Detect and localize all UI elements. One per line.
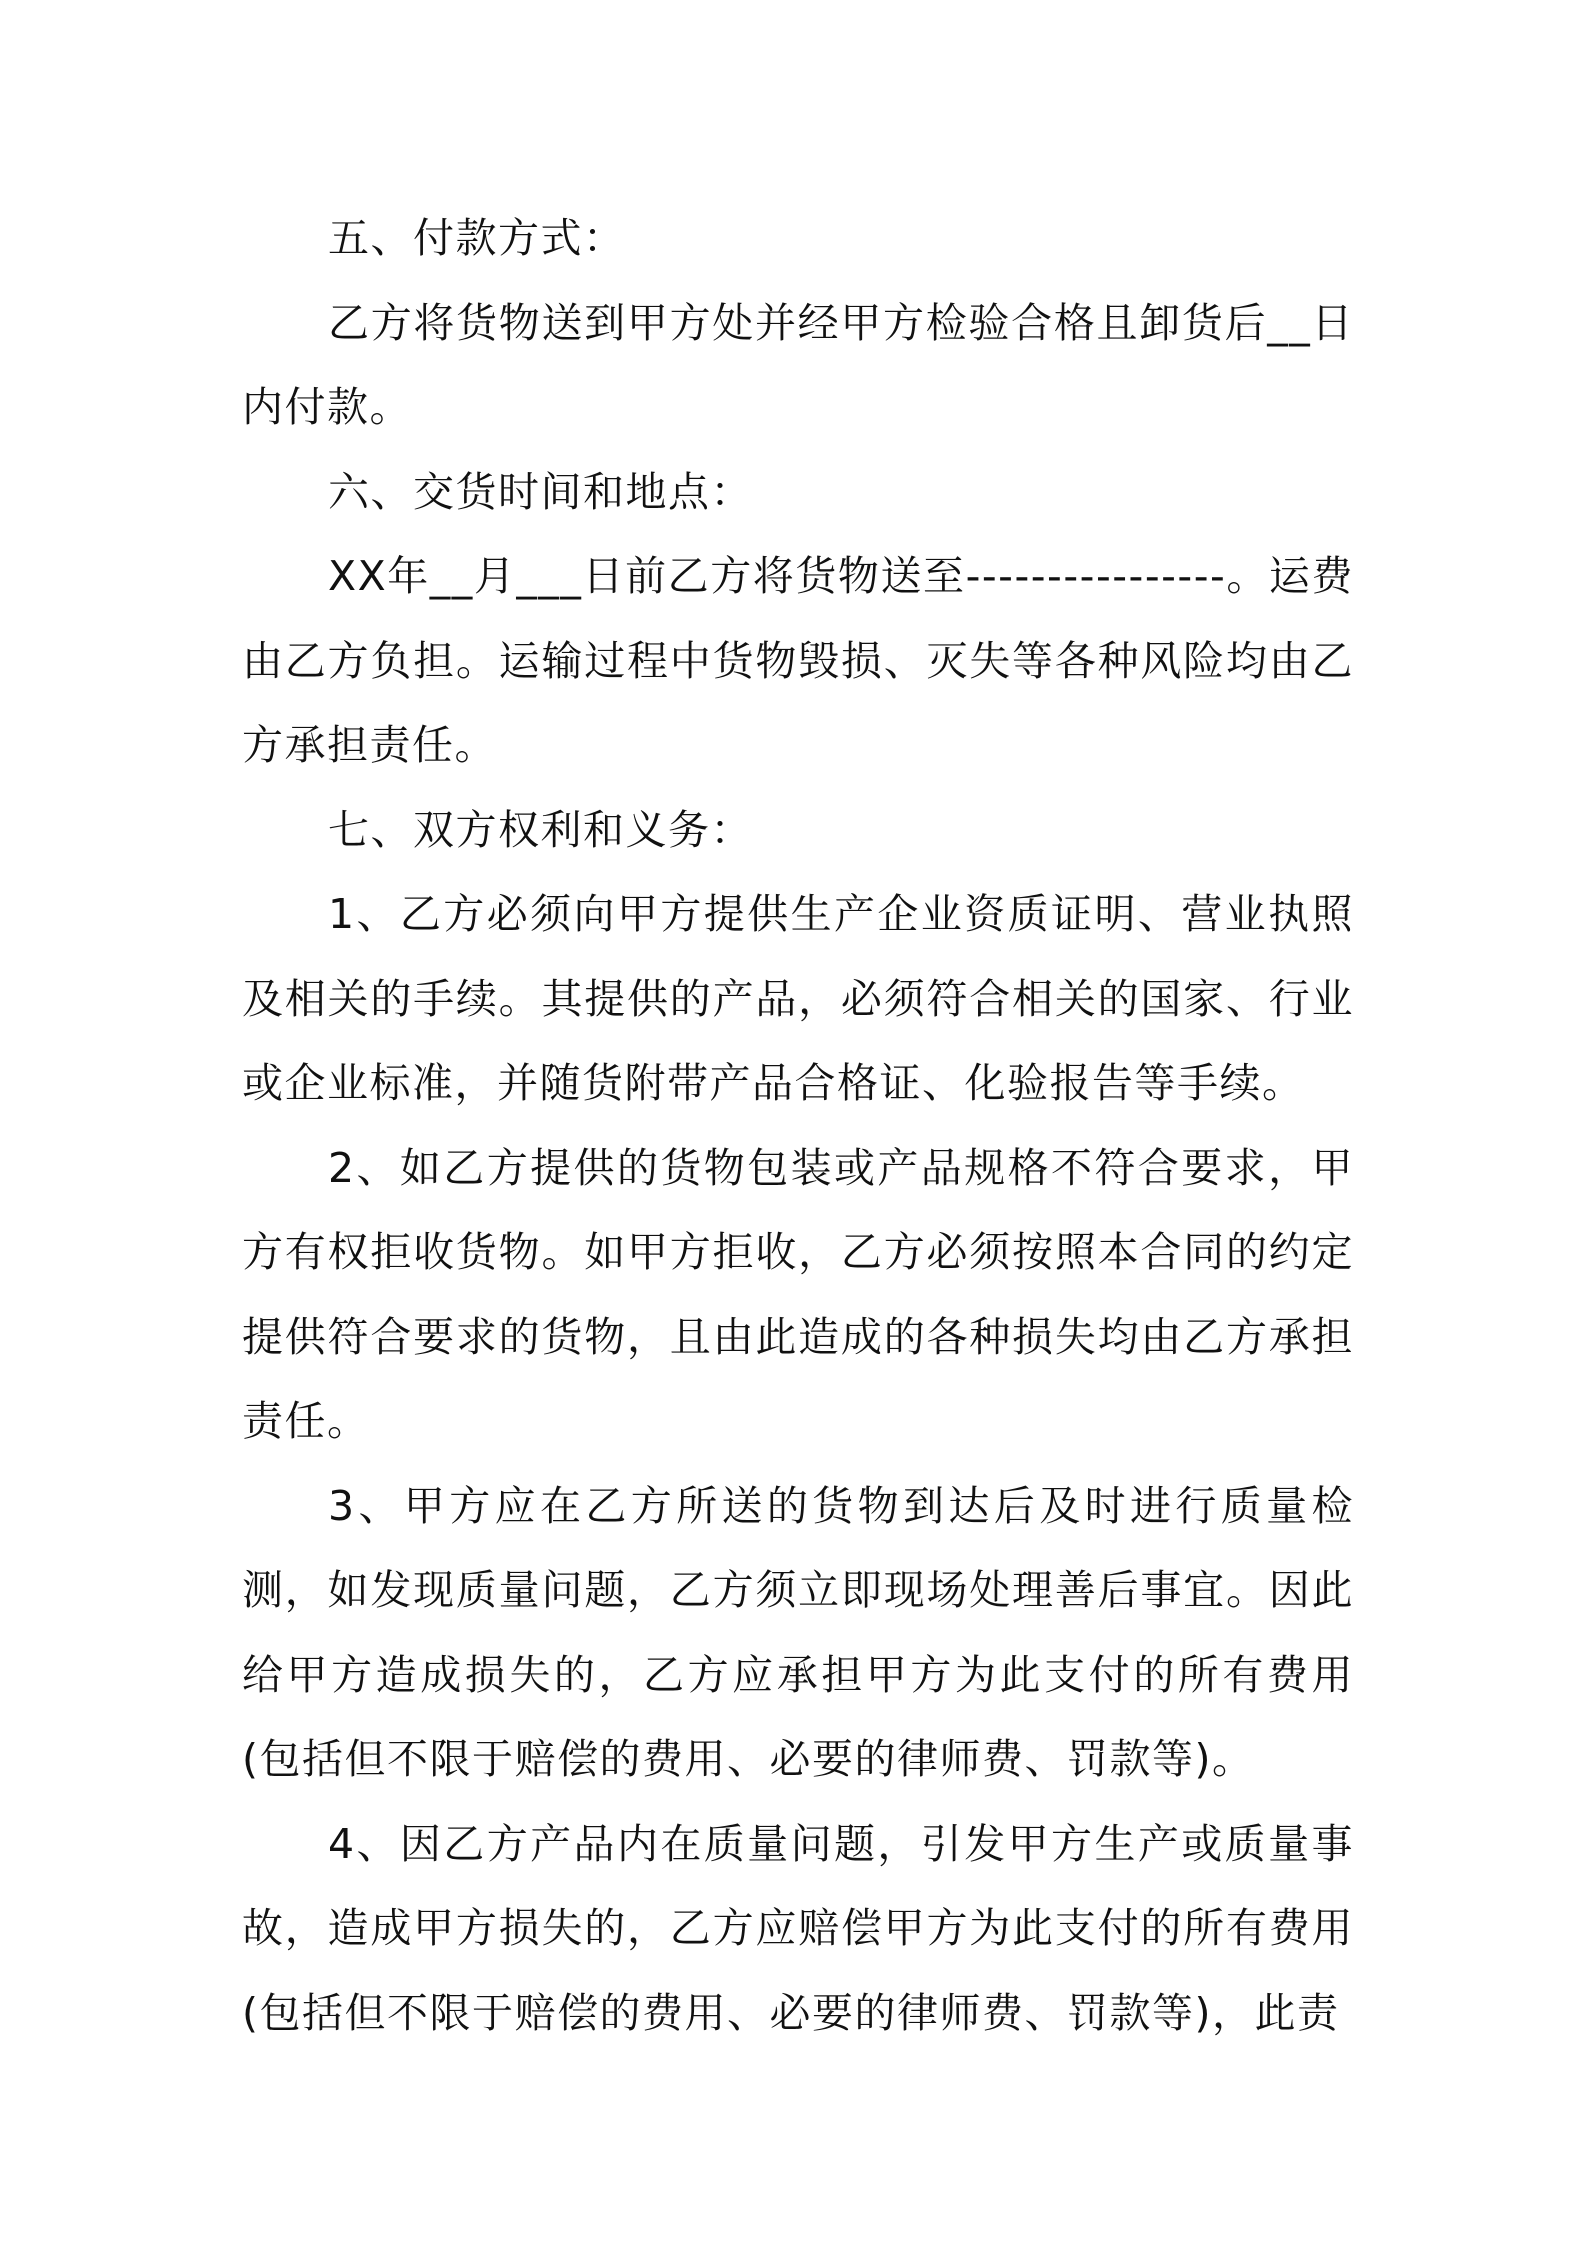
document-page	[242, 196, 1354, 2055]
section-heading-delivery-time-place: 六、交货时间和地点：	[328, 467, 753, 516]
payment-terms-paragraph: 乙方将货物送到甲方处并经甲方检验合格且卸货后__日内付款。	[242, 298, 1354, 431]
section-heading-rights-obligations: 七、双方权利和义务：	[328, 805, 753, 854]
section-heading-payment-method: 五、付款方式：	[328, 214, 626, 262]
delivery-terms-paragraph: XX年__月___日前乙方将货物送至----------------。运费由乙方负担。运输过程中货物毁损、灭失等各种风险均由乙方承担责任。	[242, 552, 1354, 769]
clause-2-paragraph: 2、如乙方提供的货物包装或产品规格不符合要求，甲方有权拒收货物。如甲方拒收，乙方必须按照本合同的约定提供符合要求的货物，且由此造成的各种损失均由乙方承担责任。	[242, 1143, 1354, 1445]
clause-1-paragraph: 1、乙方必须向甲方提供生产企业资质证明、营业执照及相关的手续。其提供的产品，必须符合相关的国家、行业或企业标准，并随货附带产品合格证、化验报告等手续。	[242, 890, 1354, 1107]
clause-4-paragraph: 4、因乙方产品内在质量问题，引发甲方生产或质量事故，造成甲方损失的，乙方应赔偿甲方为此支付的所有费用(包括但不限于赔偿的费用、必要的律师费、罚款等)，此责	[242, 1819, 1354, 2037]
clause-3-paragraph: 3、甲方应在乙方所送的货物到达后及时进行质量检测，如发现质量问题，乙方须立即现场处理善后事宜。因此给甲方造成损失的，乙方应承担甲方为此支付的所有费用(包括但不限于赔偿的费用、必要的律师费、罚款等)。	[242, 1481, 1354, 1783]
